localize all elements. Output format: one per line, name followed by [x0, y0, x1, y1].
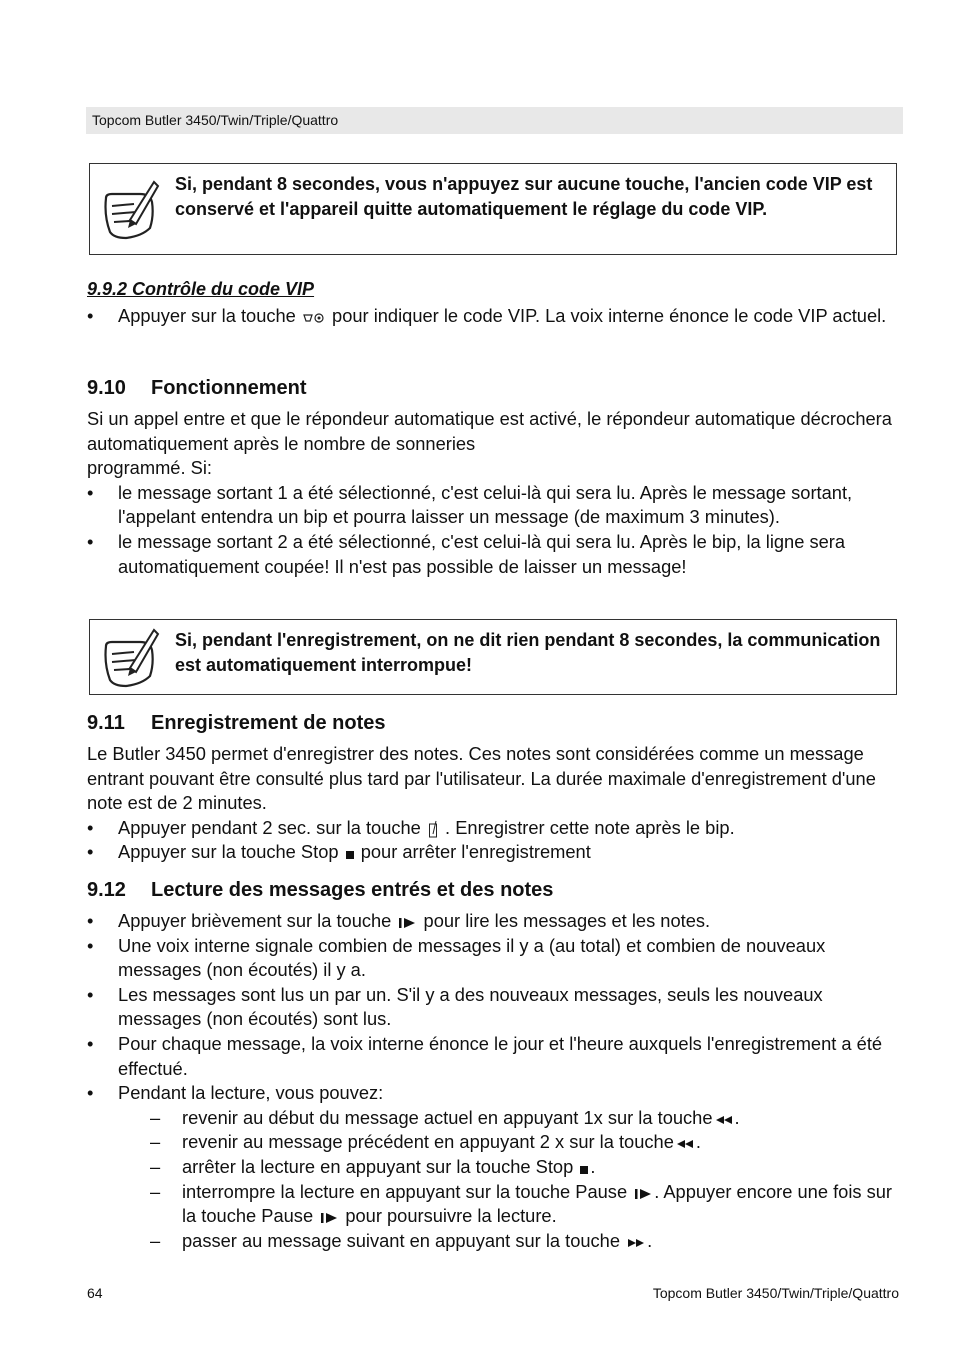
running-footer: Topcom Butler 3450/Twin/Triple/Quattro	[652, 1285, 899, 1301]
note-box-vip	[89, 163, 897, 255]
list-item: • le message sortant 1 a été sélectionné, c'est celui-là qui sera lu. Après le message sortant, l'appelant entendra un bip et pourra laisser un message (de maximum 3 minutes).	[87, 481, 899, 530]
fast-forward-icon	[627, 1238, 645, 1248]
section-911	[87, 710, 899, 865]
note-pencil-icon	[100, 176, 160, 242]
list-item: • Appuyer brièvement sur la touche pour lire les messages et les notes.	[87, 909, 899, 934]
list-item: • Pour chaque message, la voix interne énonce le jour et l'heure auxquels l'enregistrement a été effectué.	[87, 1032, 899, 1081]
stop-icon	[580, 1166, 588, 1174]
rewind-icon	[715, 1115, 733, 1125]
note-pencil-icon	[100, 624, 160, 690]
dash-item: – passer au message suivant en appuyant sur la touche .	[150, 1229, 653, 1251]
section-title: 9.11 Enregistrement de notes	[87, 712, 386, 734]
rewind-icon	[676, 1139, 694, 1149]
subsection-title: 9.9.2 Contrôle du code VIP	[87, 279, 315, 299]
section-912	[87, 877, 899, 1253]
dash-item: – arrêter la lecture en appuyant sur la touche Stop .	[150, 1155, 596, 1177]
dash-item: – interrompre la lecture en appuyant sur la touche Pause . Appuyer encore une fois sur la touche Pause pour poursuivre la lecture.	[150, 1180, 893, 1227]
note-text: Si, pendant 8 secondes, vous n'appuyez sur aucune touche, l'ancien code VIP est conservé et l'appareil quitte automatiquement le réglage du code VIP.	[175, 174, 873, 219]
dash-item: – revenir au début du message actuel en appuyant 1x sur la touche .	[150, 1106, 740, 1128]
memo-key-icon	[428, 820, 438, 838]
list-item: • Appuyer sur la touche Stop pour arrêter l'enregistrement	[87, 840, 899, 865]
list-item: • Pendant la lecture, vous pouvez:	[87, 1081, 899, 1106]
play-pause-icon	[398, 917, 416, 929]
paragraph: Si un appel entre et que le répondeur automatique est activé, le répondeur automatique décrochera automatiquement après le nombre de sonneries programmé. Si:	[87, 408, 892, 479]
page-number: 64	[87, 1285, 103, 1301]
dash-item: – revenir au message précédent en appuyant 2 x sur la touche .	[150, 1131, 701, 1153]
section-910	[87, 375, 899, 579]
list-item: • le message sortant 2 a été sélectionné, c'est celui-là qui sera lu. Après le bip, la ligne sera automatiquement coupée! Il n'est pas possible de laisser un message!	[87, 530, 899, 579]
section-title: 9.10 Fonctionnement	[87, 377, 307, 399]
vip-key-icon	[303, 312, 325, 324]
section-title: 9.12 Lecture des messages entrés et des notes	[87, 879, 554, 901]
paragraph: Le Butler 3450 permet d'enregistrer des notes. Ces notes sont considérées comme un message entrant pouvant être consulté plus tard par l'utilisateur. La durée maximale d'enregistrement d'une note est de 2 minutes.	[87, 743, 876, 814]
play-pause-icon	[320, 1212, 338, 1224]
list-item: • Appuyer sur la touche pour indiquer le code VIP. La voix interne énonce le code VIP actuel.	[87, 304, 899, 329]
note-text: Si, pendant l'enregistrement, on ne dit rien pendant 8 secondes, la communication est automatiquement interrompue!	[175, 630, 881, 675]
play-pause-icon	[634, 1188, 652, 1200]
stop-icon	[346, 851, 354, 859]
list-item: • Les messages sont lus un par un. S'il y a des nouveaux messages, seuls les nouveaux messages (non écoutés) sont lus.	[87, 983, 899, 1032]
list-item: • Une voix interne signale combien de messages il y a (au total) et combien de nouveaux messages (non écoutés) il y a.	[87, 934, 899, 983]
section-992	[87, 277, 899, 329]
running-header: Topcom Butler 3450/Twin/Triple/Quattro	[86, 107, 903, 134]
list-item: • Appuyer pendant 2 sec. sur la touche . Enregistrer cette note après le bip.	[87, 816, 899, 841]
note-box-recording	[89, 619, 897, 695]
